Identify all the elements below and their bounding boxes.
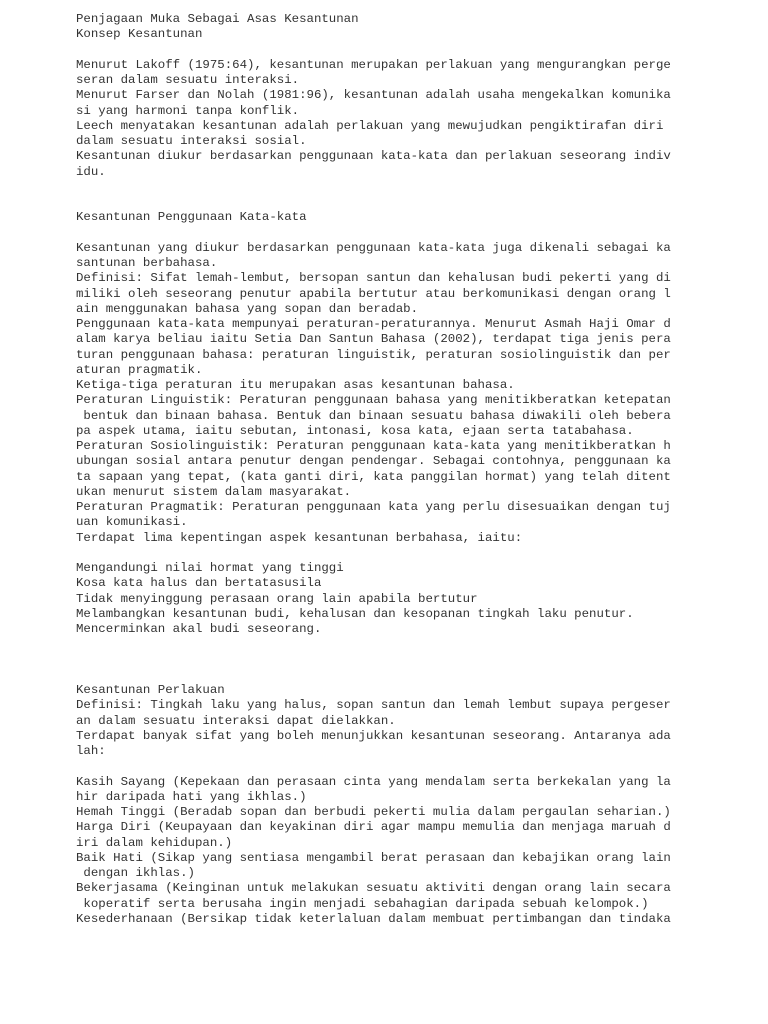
text-line: bentuk dan binaan bahasa. Bentuk dan binaan sesuatu bahasa diwakili oleh bebera [76, 408, 671, 423]
text-line: Leech menyatakan kesantunan adalah perlakuan yang mewujudkan pengiktirafan diri [76, 118, 664, 133]
text-line: Penjagaan Muka Sebagai Asas Kesantunan [76, 12, 359, 26]
text-line: Konsep Kesantunan [76, 27, 203, 42]
text-line: dalam sesuatu interaksi sosial. [76, 134, 307, 148]
text-line [76, 226, 756, 241]
text-line: iri dalam kehidupan.) [76, 835, 233, 850]
text-line: Penggunaan kata-kata mempunyai peraturan-peraturannya. Menurut Asmah Haji Omar d [76, 317, 671, 331]
text-line: uan komunikasi. [76, 515, 188, 530]
text-line: hir daripada hati yang ikhlas.) [76, 789, 307, 804]
text-line: pa aspek utama, iaitu sebutan, intonasi, kosa kata, ejaan serta tatabahasa. [76, 423, 634, 438]
text-line: seran dalam sesuatu interaksi. [76, 73, 300, 87]
text-line [76, 195, 756, 210]
text-line: Kesantunan diukur berdasarkan penggunaan kata-kata dan perlakuan seseorang indiv [76, 149, 671, 164]
text-line: an dalam sesuatu interaksi dapat dielakkan. [76, 713, 396, 728]
text-line: Bekerjasama (Keinginan untuk melakukan sesuatu aktiviti dengan orang lain secara [76, 881, 671, 896]
text-line: Peraturan Linguistik: Peraturan penggunaan bahasa yang menitikberatkan ketepatan [76, 393, 671, 408]
text-line: aturan pragmatik. [76, 362, 203, 377]
text-line [76, 668, 756, 683]
text-line: Terdapat banyak sifat yang boleh menunjukkan kesantunan seseorang. Antaranya ada [76, 728, 671, 743]
text-line: miliki oleh seseorang penutur apabila bertutur atau berkomunikasi dengan orang l [76, 286, 671, 301]
text-line: Kasih Sayang (Kepekaan dan perasaan cinta yang mendalam serta berkekalan yang la [76, 774, 671, 789]
text-line: Peraturan Sosiolinguistik: Peraturan penggunaan kata-kata yang menitikberatkan h [76, 439, 671, 453]
text-line [76, 653, 756, 668]
text-line: Definisi: Sifat lemah-lembut, bersopan santun dan kehalusan budi pekerti yang di [76, 271, 671, 286]
document-body [76, 12, 756, 927]
text-line [76, 43, 756, 58]
text-line: ukan menurut sistem dalam masyarakat. [76, 484, 352, 499]
text-line: santunan berbahasa. [76, 256, 218, 270]
text-line: Harga Diri (Keupayaan dan keyakinan diri agar mampu memulia dan menjaga maruah d [76, 820, 671, 835]
text-line: si yang harmoni tanpa konflik. [76, 103, 300, 118]
text-line: turan penggunaan bahasa: peraturan linguistik, peraturan sosiolinguistik dan per [76, 347, 671, 362]
text-line: Kesederhanaan (Bersikap tidak keterlaluan dalam membuat pertimbangan dan tindaka [76, 911, 671, 926]
text-line [76, 637, 756, 652]
text-line: Kesantunan Perlakuan [76, 683, 225, 697]
text-line: Mengandungi nilai hormat yang tinggi [76, 561, 344, 575]
text-line: Kesantunan Penggunaan Kata-kata [76, 210, 307, 225]
text-line: Kosa kata halus dan bertatasusila [76, 576, 322, 591]
text-line: Baik Hati (Sikap yang sentiasa mengambil berat perasaan dan kebajikan orang lain [76, 850, 671, 865]
text-line: ta sapaan yang tepat, (kata ganti diri, kata panggilan hormat) yang telah ditent [76, 469, 671, 484]
text-line: Menurut Farser dan Nolah (1981:96), kesantunan adalah usaha mengekalkan komunika [76, 88, 671, 103]
text-line: Hemah Tinggi (Beradab sopan dan berbudi pekerti mulia dalam pergaulan seharian.) [76, 805, 671, 819]
text-line: dengan ikhlas.) [76, 866, 195, 880]
text-line: Peraturan Pragmatik: Peraturan penggunaan kata yang perlu disesuaikan dengan tuj [76, 500, 671, 514]
text-line [76, 759, 756, 774]
text-line: ain menggunakan bahasa yang sopan dan beradab. [76, 301, 419, 316]
text-line: Terdapat lima kepentingan aspek kesantunan berbahasa, iaitu: [76, 530, 523, 545]
text-line: lah: [76, 744, 106, 758]
text-line: ubungan sosial antara penutur dengan pendengar. Sebagai contohnya, penggunaan ka [76, 454, 671, 469]
text-line [76, 180, 756, 195]
text-line: Mencerminkan akal budi seseorang. [76, 622, 322, 636]
text-line: koperatif serta berusaha ingin menjadi sebahagian daripada sebuah kelompok.) [76, 896, 649, 911]
text-line: Melambangkan kesantunan budi, kehalusan dan kesopanan tingkah laku penutur. [76, 606, 634, 621]
text-line: Ketiga-tiga peraturan itu merupakan asas kesantunan bahasa. [76, 378, 515, 392]
text-line: idu. [76, 164, 106, 179]
text-line [76, 546, 756, 561]
text-line: Tidak menyinggung perasaan orang lain apabila bertutur [76, 591, 478, 606]
text-line: Definisi: Tingkah laku yang halus, sopan santun dan lemah lembut supaya pergeser [76, 698, 671, 713]
text-line: Kesantunan yang diukur berdasarkan penggunaan kata-kata juga dikenali sebagai ka [76, 240, 671, 255]
text-line: alam karya beliau iaitu Setia Dan Santun Bahasa (2002), terdapat tiga jenis pera [76, 332, 671, 347]
text-line: Menurut Lakoff (1975:64), kesantunan merupakan perlakuan yang mengurangkan perge [76, 57, 671, 72]
